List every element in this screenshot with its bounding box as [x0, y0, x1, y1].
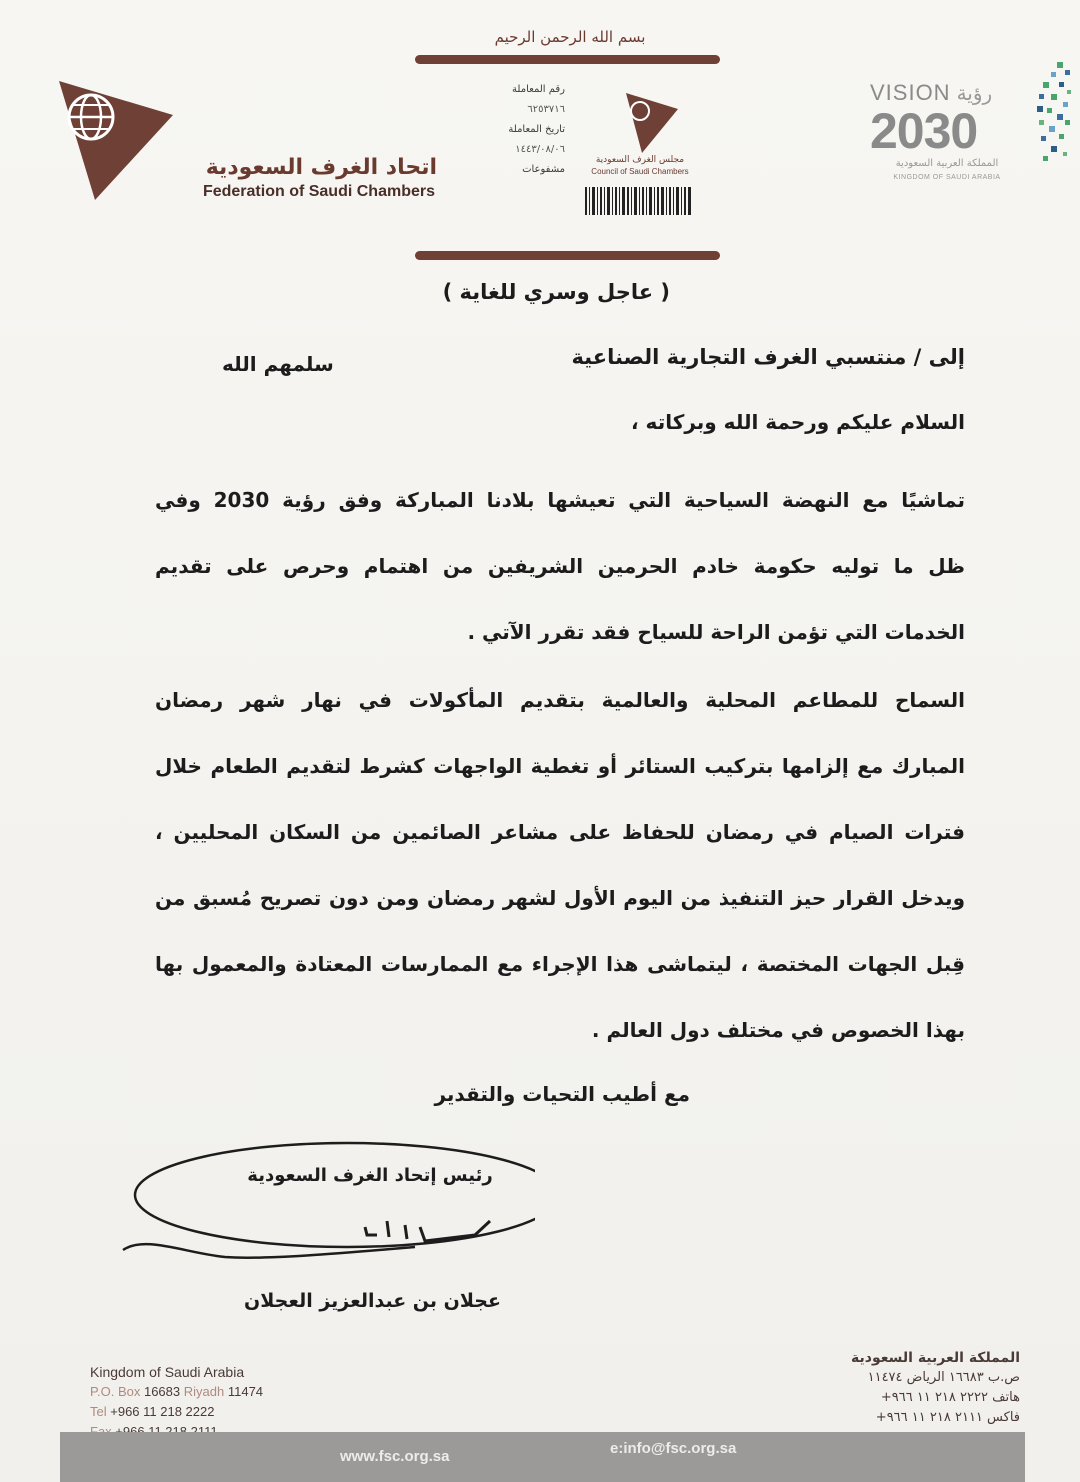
footer-tel-label: Tel	[90, 1404, 107, 1419]
vision-country-ar: المملكة العربية السعودية	[895, 158, 999, 169]
card-top-bar	[415, 55, 720, 64]
org-name-en: Federation of Saudi Chambers	[202, 183, 435, 200]
addressee-line: إلى / منتسبي الغرف التجارية الصناعية	[571, 345, 965, 369]
footer-band	[60, 1432, 1025, 1482]
ref-attachments-label: مشفوعات	[522, 164, 565, 175]
footer-po-ar: ص.ب ١٦٦٨٣ الرياض ١١٤٧٤	[867, 1370, 1020, 1385]
footer-city-label: Riyadh	[183, 1384, 225, 1399]
council-name-ar: مجلس الغرف السعودية	[595, 155, 685, 165]
ref-date-label: تاريخ المعاملة	[508, 124, 565, 135]
footer-tel-ar: هاتف ٢٢٢٢ ٢١٨ ١١ ٩٦٦+	[880, 1390, 1020, 1405]
footer-country-ar: المملكة العربية السعودية	[851, 1350, 1020, 1366]
reference-fields	[445, 80, 565, 180]
signatory-title: رئيس إتحاد الغرف السعودية	[247, 1165, 493, 1186]
addressee-salutation: سلمهم الله	[222, 352, 334, 376]
vision-word-ar: رؤية	[956, 81, 993, 105]
paragraph2-line: قِبل الجهات المختصة ، ليتماشى هذا الإجراء مع الممارسات المعتادة والمعمول بها	[155, 952, 965, 976]
paragraph2-line: ويدخل القرار حيز التنفيذ من اليوم الأول لشهر رمضان ومن دون تصريح مُسبق من	[155, 886, 965, 910]
card-bottom-bar	[415, 251, 720, 260]
paragraph1-line: تماشيًا مع النهضة السياحية التي تعيشها بلادنا المباركة وفق رؤية 2030 وفي	[155, 488, 965, 512]
footer-po-line	[90, 1382, 320, 1402]
org-name-ar: اتحاد الغرف السعودية	[205, 155, 437, 180]
council-logo-icon	[620, 87, 680, 157]
vision-2030-logo	[860, 80, 1060, 190]
footer-email-link[interactable]: e:info@fsc.org.sa	[610, 1440, 737, 1457]
footer-contact-ar	[820, 1348, 1020, 1428]
classification-label: ( عاجل وسري للغاية )	[442, 280, 670, 304]
footer-po-label: P.O. Box	[90, 1384, 141, 1399]
footer-city-value: 11474	[227, 1384, 264, 1399]
signatory-name: عجلان بن عبدالعزيز العجلان	[244, 1290, 501, 1312]
ref-number-value: ٦٢٥٣٧١٦	[527, 104, 565, 115]
vision-year: 2030	[870, 103, 978, 159]
ref-date-value: ١٤٤٣/٠٨/٠٦	[515, 144, 565, 155]
greeting-line: السلام عليكم ورحمة الله وبركاته ،	[631, 410, 965, 434]
basmala: بسم الله الرحمن الرحيم	[494, 28, 646, 46]
footer-fax-ar: فاكس ٢١١١ ٢١٨ ١١ ٩٦٦+	[875, 1410, 1020, 1425]
paragraph2-line: المبارك مع إلزامها بتركيب الستائر أو تغطية الواجهات كشرط لتقديم الطعام خلال	[155, 754, 965, 778]
vision-dots-icon	[1035, 60, 1075, 170]
paragraph1-line: ظل ما توليه حكومة خادم الحرمين الشريفين من اهتمام وحرص على تقديم	[155, 554, 965, 578]
council-name-en: Council of Saudi Chambers	[591, 167, 689, 176]
reference-card	[415, 55, 720, 260]
signature-drawing	[115, 1135, 535, 1295]
vision-country-en: KINGDOM OF SAUDI ARABIA	[893, 174, 1001, 181]
paragraph2-line: السماح للمطاعم المحلية والعالمية بتقديم المأكولات في نهار شهر رمضان	[155, 688, 965, 712]
fsc-logo	[55, 75, 437, 215]
footer-website-link[interactable]: www.fsc.org.sa	[340, 1448, 450, 1465]
barcode	[585, 187, 693, 215]
footer-country-en: Kingdom of Saudi Arabia	[90, 1364, 245, 1380]
footer-po-value: 16683	[143, 1384, 181, 1399]
closing-line: مع أطيب التحيات والتقدير	[434, 1082, 690, 1106]
footer-tel-value: +966 11 218 2222	[110, 1404, 215, 1419]
footer-contact-en	[90, 1362, 320, 1442]
vision-word-en: VISION	[870, 80, 951, 105]
paragraph2-line: فترات الصيام في رمضان للحفاظ على مشاعر الصائمين من السكان المحليين ،	[155, 820, 965, 844]
footer-tel-line	[90, 1402, 320, 1422]
paragraph2-line: بهذا الخصوص في مختلف دول العالم .	[591, 1018, 965, 1042]
ref-number-label: رقم المعاملة	[512, 84, 565, 95]
paragraph1-line: الخدمات التي تؤمن الراحة للسياح فقد تقرر الآتي .	[467, 620, 965, 644]
